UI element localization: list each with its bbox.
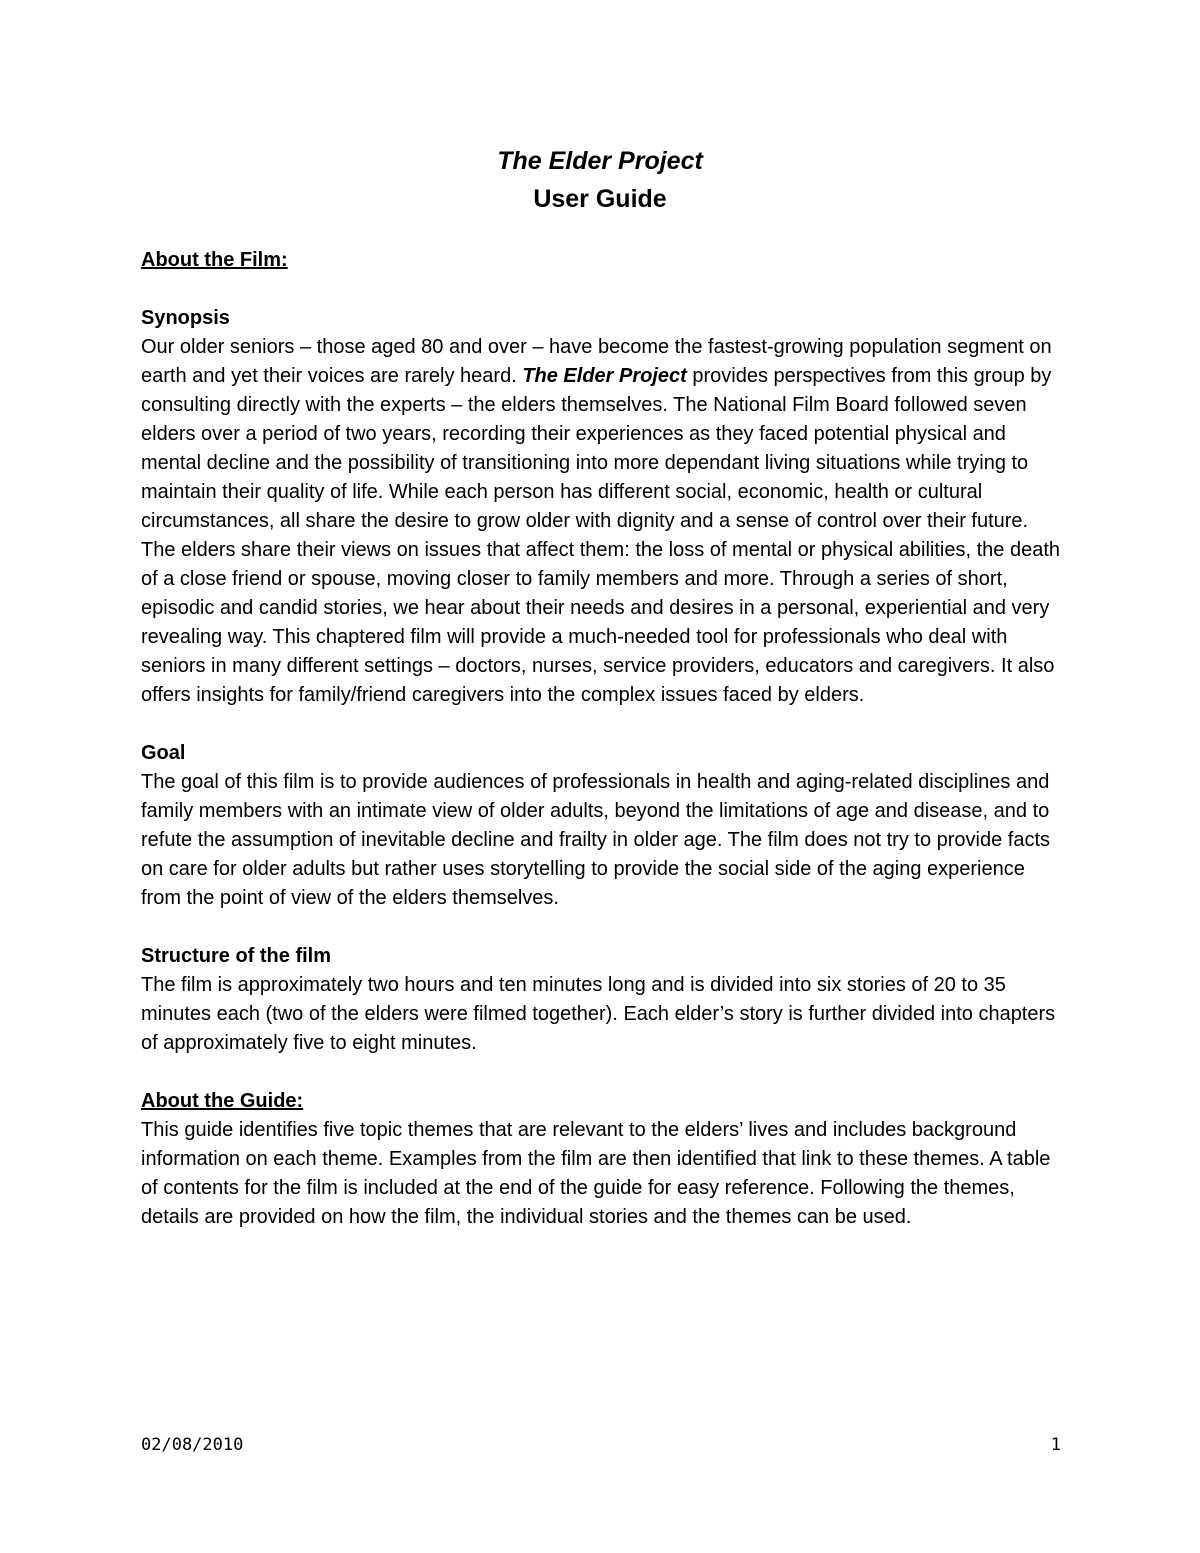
page-number: 1 [1050, 1435, 1061, 1455]
goal-heading: Goal [141, 742, 186, 764]
document-subtitle: User Guide [533, 185, 667, 213]
footer-date: 02/08/2010 [141, 1435, 244, 1455]
synopsis-text-end: provides perspectives from this group by consulting directly with the experts – the elders themselves. The National Film Board followed seven elders over a period of two years, recording their experiences as they faced potential physical and mental decline and the possibility of transitioning into more dependant living situations while trying to maintain their quality of life. While each person has different social, economic, health or cultural circumstances, all share the desire to grow older with dignity and a sense of control over their future. The elders share their views on issues that affect them: the loss of mental or physical abilities, the death of a close friend or spouse, moving closer to family members and more. Through a series of short, episodic and candid stories, we hear about their needs and desires in a personal, experiential and very revealing way. This chaptered film will provide a much-needed tool for professionals who deal with seniors in many different settings – doctors, nurses, service providers, educators and caregivers. It also offers insights for family/friend caregivers into the complex issues faced by elders. [141, 365, 1060, 706]
about-guide-heading: About the Guide: [141, 1090, 304, 1112]
structure-heading: Structure of the film [141, 945, 332, 967]
structure-paragraph: The film is approximately two hours and ten minutes long and is divided into six stories of 20 to 35 minutes each (two of the elders were filmed together). Each elder’s story is further divided into chapters of approximately five to eight minutes. [141, 974, 1056, 1054]
synopsis-paragraph [141, 333, 1061, 710]
synopsis-text-start: Our older seniors – those aged 80 and over – have become the fastest-growing population segment on earth and yet their voices are rarely heard. [141, 336, 1052, 387]
synopsis-heading: Synopsis [141, 307, 230, 329]
title-block [0, 142, 1200, 218]
about-guide-paragraph: This guide identifies five topic themes that are relevant to the elders’ lives and includes background information on each theme. Examples from the film are then identified that link to these themes. A table of contents for the film is included at the end of the guide for easy reference. Following the themes, details are provided on how the film, the individual stories and the themes can be used. [141, 1119, 1051, 1228]
about-film-heading: About the Film: [141, 249, 288, 271]
document-body [141, 246, 1061, 1232]
goal-paragraph: The goal of this film is to provide audiences of professionals in health and aging-related disciplines and family members with an intimate view of older adults, beyond the limitations of age and disease, and to refute the assumption of inevitable decline and frailty in older age. The film does not try to provide facts on care for older adults but rather uses storytelling to provide the social side of the aging experience from the point of view of the elders themselves. [141, 771, 1051, 909]
spacer [141, 1058, 1061, 1087]
spacer [141, 913, 1061, 942]
spacer [141, 710, 1061, 739]
spacer [141, 275, 1061, 304]
document-title: The Elder Project [497, 147, 703, 175]
film-title-emphasis: The Elder Project [522, 365, 687, 387]
